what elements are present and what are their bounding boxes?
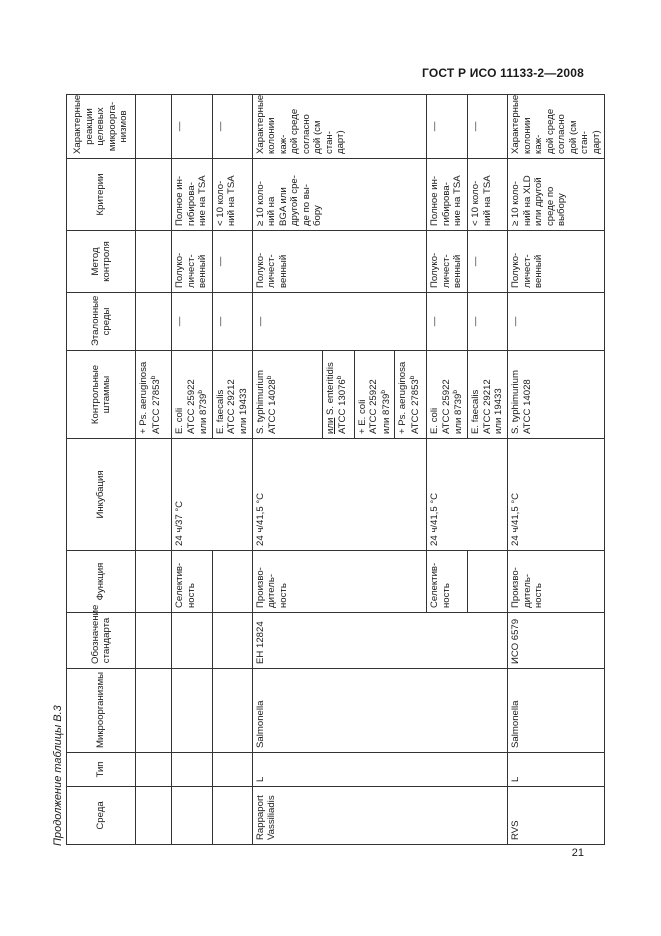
strain-text: + E. coli ATCC 25922 или 8739 (356, 379, 392, 434)
cell-reaction: Характерные колонии каж- дой среде согласно дой (см стан- дарт) (508, 95, 605, 159)
page-number: 21 (571, 847, 584, 859)
cell-medium (136, 787, 172, 845)
cell-reference: — (172, 293, 213, 351)
footnote-mark: b (336, 375, 344, 380)
cell-type: L (508, 753, 605, 787)
col-header-criteria: Критерии (67, 159, 136, 231)
footnote-mark: b (408, 375, 416, 380)
cell-strain: S. typhimurium ATCC 14028 (508, 351, 605, 439)
cell-incubation (136, 439, 172, 551)
cell-reference: — (427, 293, 468, 351)
strain-text: E. coli ATCC 25922 или 8739 (429, 379, 465, 434)
cell-reference (136, 293, 172, 351)
strain-or: или (324, 417, 336, 434)
cell-function: Селектив- ность (172, 551, 213, 613)
cell-reference: — (212, 293, 252, 351)
cell-criteria (136, 159, 172, 231)
cell-organism: Salmonella (508, 669, 605, 753)
cell-standard (212, 613, 252, 669)
cell-strain (252, 351, 322, 439)
col-header-standard: Обозначение стандарта (67, 613, 136, 669)
table-frame (66, 94, 602, 845)
cell-strain (172, 351, 213, 439)
cell-method: Полуко- личест- венный (252, 231, 427, 293)
table-row (172, 95, 213, 845)
strain-text: S. enteritidis ATCC 13076 (324, 362, 349, 434)
col-header-type: Тип (67, 753, 136, 787)
cell-medium: RVS (508, 787, 605, 845)
cell-method: Полуко- личест- венный (172, 231, 213, 293)
cell-reaction: — (468, 95, 508, 159)
strain-text: S. typhimurium ATCC 14028 (254, 370, 279, 434)
cell-organism (212, 669, 252, 753)
cell-organism (136, 669, 172, 753)
cell-criteria: ≥ 10 коло- ний на XLD или другой среде по выбору (508, 159, 605, 231)
cell-medium (172, 787, 213, 845)
cell-function: Селектив- ность (427, 551, 468, 613)
cell-reference: — (468, 293, 508, 351)
cell-strain: E. faecalis ATCC 29212 или 19433 (468, 351, 508, 439)
table-row (252, 95, 322, 845)
document-id: ГОСТ Р ИСО 11133-2—2008 (421, 66, 584, 80)
strain-text: + Ps. aeruginosa ATCC 27853 (138, 361, 162, 434)
cell-incubation: 24 ч/41,5 °С (508, 439, 605, 551)
strain-text: + Ps. aeruginosa ATCC 27853 (397, 361, 422, 434)
table-caption: Продолжение таблицы В.3 (52, 705, 64, 846)
cell-medium: Rappaport Vassiliadis (252, 787, 507, 845)
cell-type: L (252, 753, 507, 787)
col-header-reference-media: Эталонные среды (67, 293, 136, 351)
cell-reaction: Характерные колонии каж- дой среде согласно дой (см стан- дарт) (252, 95, 427, 159)
cell-reaction: — (212, 95, 252, 159)
cell-criteria: Полное ин- гибирова- ние на TSA (427, 159, 468, 231)
cell-type (172, 753, 213, 787)
cell-strain (354, 351, 395, 439)
cell-method: — (468, 231, 508, 293)
cell-method: Полуко- личест- венный (508, 231, 605, 293)
cell-reference: — (508, 293, 605, 351)
cell-criteria: Полное ин- гибирова- ние на TSA (172, 159, 213, 231)
col-header-medium: Среда (67, 787, 136, 845)
strain-text: E. coli ATCC 25922 или 8739 (174, 379, 210, 434)
cell-medium (212, 787, 252, 845)
col-header-control-strains: Контрольные штаммы (67, 351, 136, 439)
cell-reaction: — (427, 95, 468, 159)
cell-incubation: 24 ч/37 °С (172, 439, 253, 551)
cell-organism (172, 669, 213, 753)
col-header-incubation: Инкубация (67, 439, 136, 551)
rotated-table-container (66, 94, 602, 845)
cell-reaction: — (172, 95, 213, 159)
cell-reference: — (252, 293, 427, 351)
cell-organism: Salmonella (252, 669, 507, 753)
cell-standard: ИСО 6579 (508, 613, 605, 669)
table-header-row (67, 95, 136, 845)
cell-type (136, 753, 172, 787)
col-header-organisms: Микроорганизмы (67, 669, 136, 753)
table-row (136, 95, 172, 845)
col-header-control-method: Метод контроля (67, 231, 136, 293)
footnote-mark: b (452, 390, 460, 394)
cell-function: Произво- дитель- ность (508, 551, 605, 613)
footnote-mark: b (266, 375, 274, 380)
cell-incubation: 24 ч/41,5 °С (252, 439, 427, 551)
cell-strain (322, 351, 354, 439)
cell-incubation: 24 ч/41,5 °С (427, 439, 508, 551)
cell-strain: E. faecalis ATCC 29212 или 19433 (212, 351, 252, 439)
cell-strain (395, 351, 427, 439)
cell-method: — (212, 231, 252, 293)
table-row (508, 95, 605, 845)
media-table (66, 94, 605, 845)
cell-criteria: ≥ 10 коло- ний на BGA или другой сре- де по вы- бору (252, 159, 427, 231)
cell-function (468, 551, 508, 613)
cell-method: Полуко- личест- венный (427, 231, 468, 293)
cell-method (136, 231, 172, 293)
cell-standard: ЕН 12824 (252, 613, 507, 669)
cell-standard (136, 613, 172, 669)
footnote-mark: b (197, 390, 204, 394)
cell-criteria: < 10 коло- ний на TSA (468, 159, 508, 231)
cell-strain (427, 351, 468, 439)
cell-function: Произво- дитель- ность (252, 551, 427, 613)
col-header-function: Функция (67, 551, 136, 613)
footnote-mark: b (149, 375, 157, 380)
table-caption-wrapper (48, 694, 68, 846)
cell-standard (172, 613, 213, 669)
cell-function (212, 551, 252, 613)
footnote-mark: b (379, 390, 387, 394)
cell-criteria: < 10 коло- ний на TSA (212, 159, 252, 231)
cell-type (212, 753, 252, 787)
cell-strain (136, 351, 172, 439)
cell-reaction (136, 95, 172, 159)
col-header-reactions: Характерные реакции целевых микроорга- низмов (67, 95, 136, 159)
cell-function (136, 551, 172, 613)
